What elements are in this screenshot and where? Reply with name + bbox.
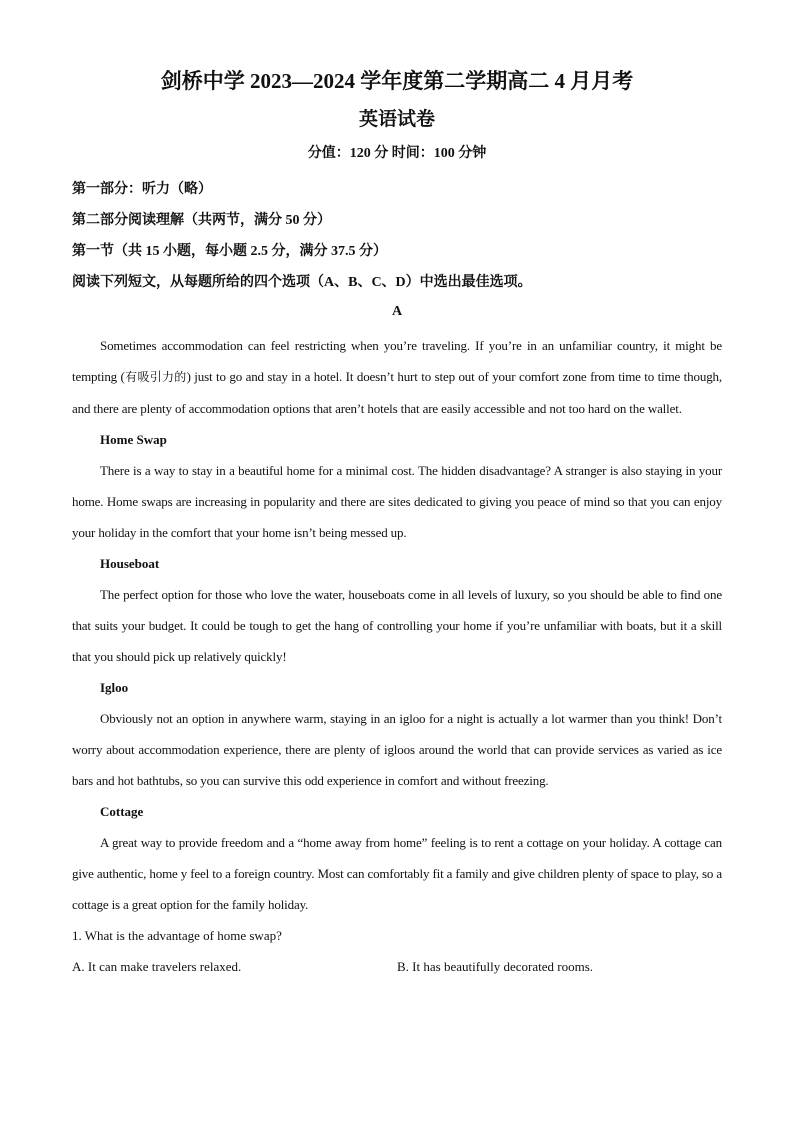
- para-home-swap: There is a way to stay in a beautiful home for a minimal cost. The hidden disadvantage? A stranger is also staying in your home. Home swaps are increasing in popularity and there are sites dedicated to giving you peace of mind so that you can enjoy your holiday in the comfort that your home isn’t being messed up.: [72, 463, 722, 540]
- intro-text-2: ) just to go and stay in a hotel. It doesn’t hurt to step out of your comfort zone from time to time though, and there are plenty of accommodation options that aren’t hotels that are easily accessible and not too hard on the wallet.: [72, 369, 722, 416]
- passage-letter: A: [391, 304, 403, 319]
- question-1-options: [72, 951, 722, 982]
- heading-houseboat: Houseboat: [100, 556, 160, 571]
- section-instructions: 阅读下列短文，从每题所给的四个选项（A、B、C、D）中选出最佳选项。: [72, 275, 532, 290]
- exam-meta: 分值：120 分 时间：100 分钟: [307, 146, 487, 161]
- exam-page: [72, 66, 722, 982]
- para-cottage: A great way to provide freedom and a “home away from home” feeling is to rent a cottage on your holiday. A cottage can give authentic, home y feel to a foreign country. Most can comfortably fit a family and give children plenty of space to play, so a cottage is a great option for the family holiday.: [72, 835, 722, 912]
- intro-text-1: Sometimes accommodation can feel restricting when you’re traveling. If you’re in an unfamiliar country, it might be tempting (: [72, 338, 722, 384]
- heading-home-swap: Home Swap: [100, 432, 167, 447]
- heading-cottage: Cottage: [100, 804, 144, 819]
- heading-igloo: Igloo: [100, 680, 129, 695]
- option-b[interactable]: B. It has beautifully decorated rooms.: [397, 959, 594, 974]
- option-a[interactable]: A. It can make travelers relaxed.: [72, 959, 242, 974]
- para-houseboat: The perfect option for those who love the water, houseboats come in all levels of luxury, so you should be able to find one that suits your budget. It could be tough to get the hang of controlling your home if you’re unfamiliar with boats, but it a skill that you should pick up relatively quickly!: [72, 587, 722, 664]
- section-listening: 第一部分：听力（略）: [72, 182, 212, 197]
- section-reading: 第二部分阅读理解（共两节，满分 50 分）: [72, 213, 331, 228]
- section-list: [72, 174, 722, 298]
- passage-intro: [72, 330, 722, 424]
- exam-title: 剑桥中学 2023—2024 学年度第二学期高二 4 月月考: [160, 69, 634, 93]
- para-igloo: Obviously not an option in anywhere warm, staying in an igloo for a night is actually a lot warmer than you think! Don’t worry about accommodation experience, there are plenty of igloos around the world that can provide services as varied as ice bars and hot bathtubs, so you can survive this odd experience in comfort and without freezing.: [72, 711, 722, 788]
- exam-subtitle: 英语试卷: [358, 109, 435, 130]
- intro-gloss: 有吸引力的: [124, 370, 187, 384]
- section-part-one: 第一节（共 15 小题，每小题 2.5 分，满分 37.5 分）: [72, 244, 387, 259]
- question-1: 1. What is the advantage of home swap?: [72, 928, 282, 943]
